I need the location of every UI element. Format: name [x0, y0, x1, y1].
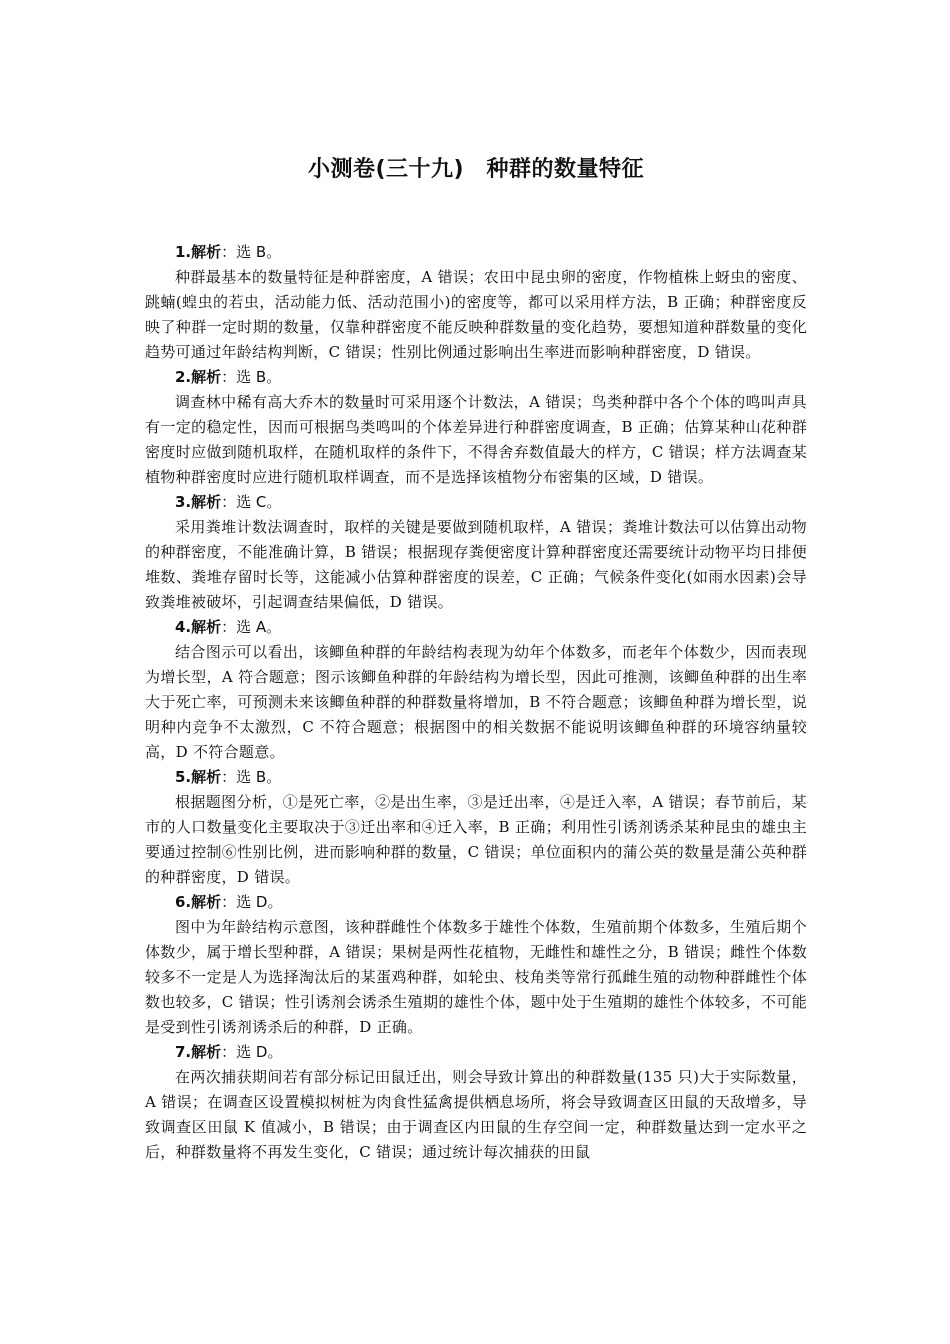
answer-explanation: 根据题图分析，①是死亡率，②是出生率，③是迁出率，④是迁入率，A 错误；春节前后，某市的人口数量变化主要取决于③迁出率和④迁入率，B 正确；利用性引诱剂诱杀某种昆虫的雄虫主要通过控制⑥性别比例，进而影响种群的数量，C 错误；单位面积内的蒲公英的数量是蒲公英种群的种群密度，D 错误。: [145, 793, 807, 886]
answer-heading: [145, 615, 807, 640]
answer-heading: [145, 890, 807, 915]
answer-heading: [145, 365, 807, 390]
answer-item-4: [145, 615, 807, 765]
answer-explanation: 图中为年龄结构示意图，该种群雌性个体数多于雄性个体数，生殖前期个体数多，生殖后期个体数少，属于增长型种群，A 错误；果树是两性花植物，无雌性和雄性之分，B 错误；雌性个体数较多不一定是人为选择淘汰后的某蛋鸡种群，如轮虫、枝角类等常行孤雌生殖的动物种群雌性个体数也较多，C 错误；性引诱剂会诱杀生殖期的雄性个体，题中处于生殖期的雄性个体较多，不可能是受到性引诱剂诱杀后的种群，D 正确。: [145, 918, 807, 1036]
answer-choice: ：选 A。: [221, 618, 282, 636]
answer-choice: ：选 C。: [221, 493, 282, 511]
answer-choice: ：选 D。: [221, 1043, 283, 1061]
answer-explanation: 在两次捕获期间若有部分标记田鼠迁出，则会导致计算出的种群数量(135 只)大于实际数量，A 错误；在调查区设置模拟树桩为肉食性猛禽提供栖息场所，将会导致调查区田鼠的天敌增多，导致调查区田鼠 K 值减小，B 错误；由于调查区内田鼠的生存空间一定，种群数量达到一定水平之后，种群数量将不再发生变化，C 错误；通过统计每次捕获的田鼠: [145, 1068, 807, 1161]
analysis-label: 5.解析: [175, 768, 222, 786]
answer-heading: [145, 765, 807, 790]
answer-item-1: [145, 240, 807, 365]
answer-choice: ：选 B。: [221, 768, 282, 786]
page-title: 小测卷(三十九) 种群的数量特征: [307, 157, 645, 182]
analysis-label: 4.解析: [175, 618, 222, 636]
answer-explanation: 采用粪堆计数法调查时，取样的关键是要做到随机取样，A 错误；粪堆计数法可以估算出动物的种群密度，不能准确计算，B 错误；根据现存粪便密度计算种群密度还需要统计动物平均日排便堆数、粪堆存留时长等，这能减小估算种群密度的误差，C 正确；气候条件变化(如雨水因素)会导致粪堆被破坏，引起调查结果偏低，D 错误。: [145, 518, 807, 611]
answer-item-2: [145, 365, 807, 490]
analysis-label: 2.解析: [175, 368, 222, 386]
answer-heading: [145, 1040, 807, 1065]
analysis-label: 1.解析: [175, 243, 222, 261]
analysis-label: 6.解析: [175, 893, 222, 911]
answer-explanation: 结合图示可以看出，该鲫鱼种群的年龄结构表现为幼年个体数多，而老年个体数少，因而表现为增长型，A 符合题意；图示该鲫鱼种群的年龄结构为增长型，因此可推测，该鲫鱼种群的出生率大于死亡率，可预测未来该鲫鱼种群的种群数量将增加，B 不符合题意；该鲫鱼种群为增长型，说明种内竞争不太激烈，C 不符合题意；根据图中的相关数据不能说明该鲫鱼种群的环境容纳量较高，D 不符合题意。: [145, 643, 807, 761]
answer-choice: ：选 D。: [221, 893, 283, 911]
analysis-label: 7.解析: [175, 1043, 222, 1061]
answer-item-6: [145, 890, 807, 1040]
analysis-label: 3.解析: [175, 493, 222, 511]
answer-explanation: 种群最基本的数量特征是种群密度，A 错误；农田中昆虫卵的密度，作物植株上蚜虫的密度、跳蝻(蝗虫的若虫，活动能力低、活动范围小)的密度等，都可以采用样方法，B 正确；种群密度反映了种群一定时期的数量，仅靠种群密度不能反映种群数量的变化趋势，要想知道种群数量的变化趋势可通过年龄结构判断，C 错误；性别比例通过影响出生率进而影响种群密度，D 错误。: [145, 268, 807, 361]
answer-heading: [145, 240, 807, 265]
answer-item-7: [145, 1040, 807, 1165]
answer-item-5: [145, 765, 807, 890]
document-page: [145, 152, 807, 1165]
answer-item-3: [145, 490, 807, 615]
answer-explanation: 调查林中稀有高大乔木的数量时可采用逐个计数法，A 错误；鸟类种群中各个个体的鸣叫声具有一定的稳定性，因而可根据鸟类鸣叫的个体差异进行种群密度调查，B 正确；估算某种山花种群密度时应做到随机取样，在随机取样的条件下，不得舍弃数值最大的样方，C 错误；样方法调查某植物种群密度时应进行随机取样调查，而不是选择该植物分布密集的区域，D 错误。: [145, 393, 807, 486]
answer-choice: ：选 B。: [221, 243, 282, 261]
answer-choice: ：选 B。: [221, 368, 282, 386]
answer-heading: [145, 490, 807, 515]
